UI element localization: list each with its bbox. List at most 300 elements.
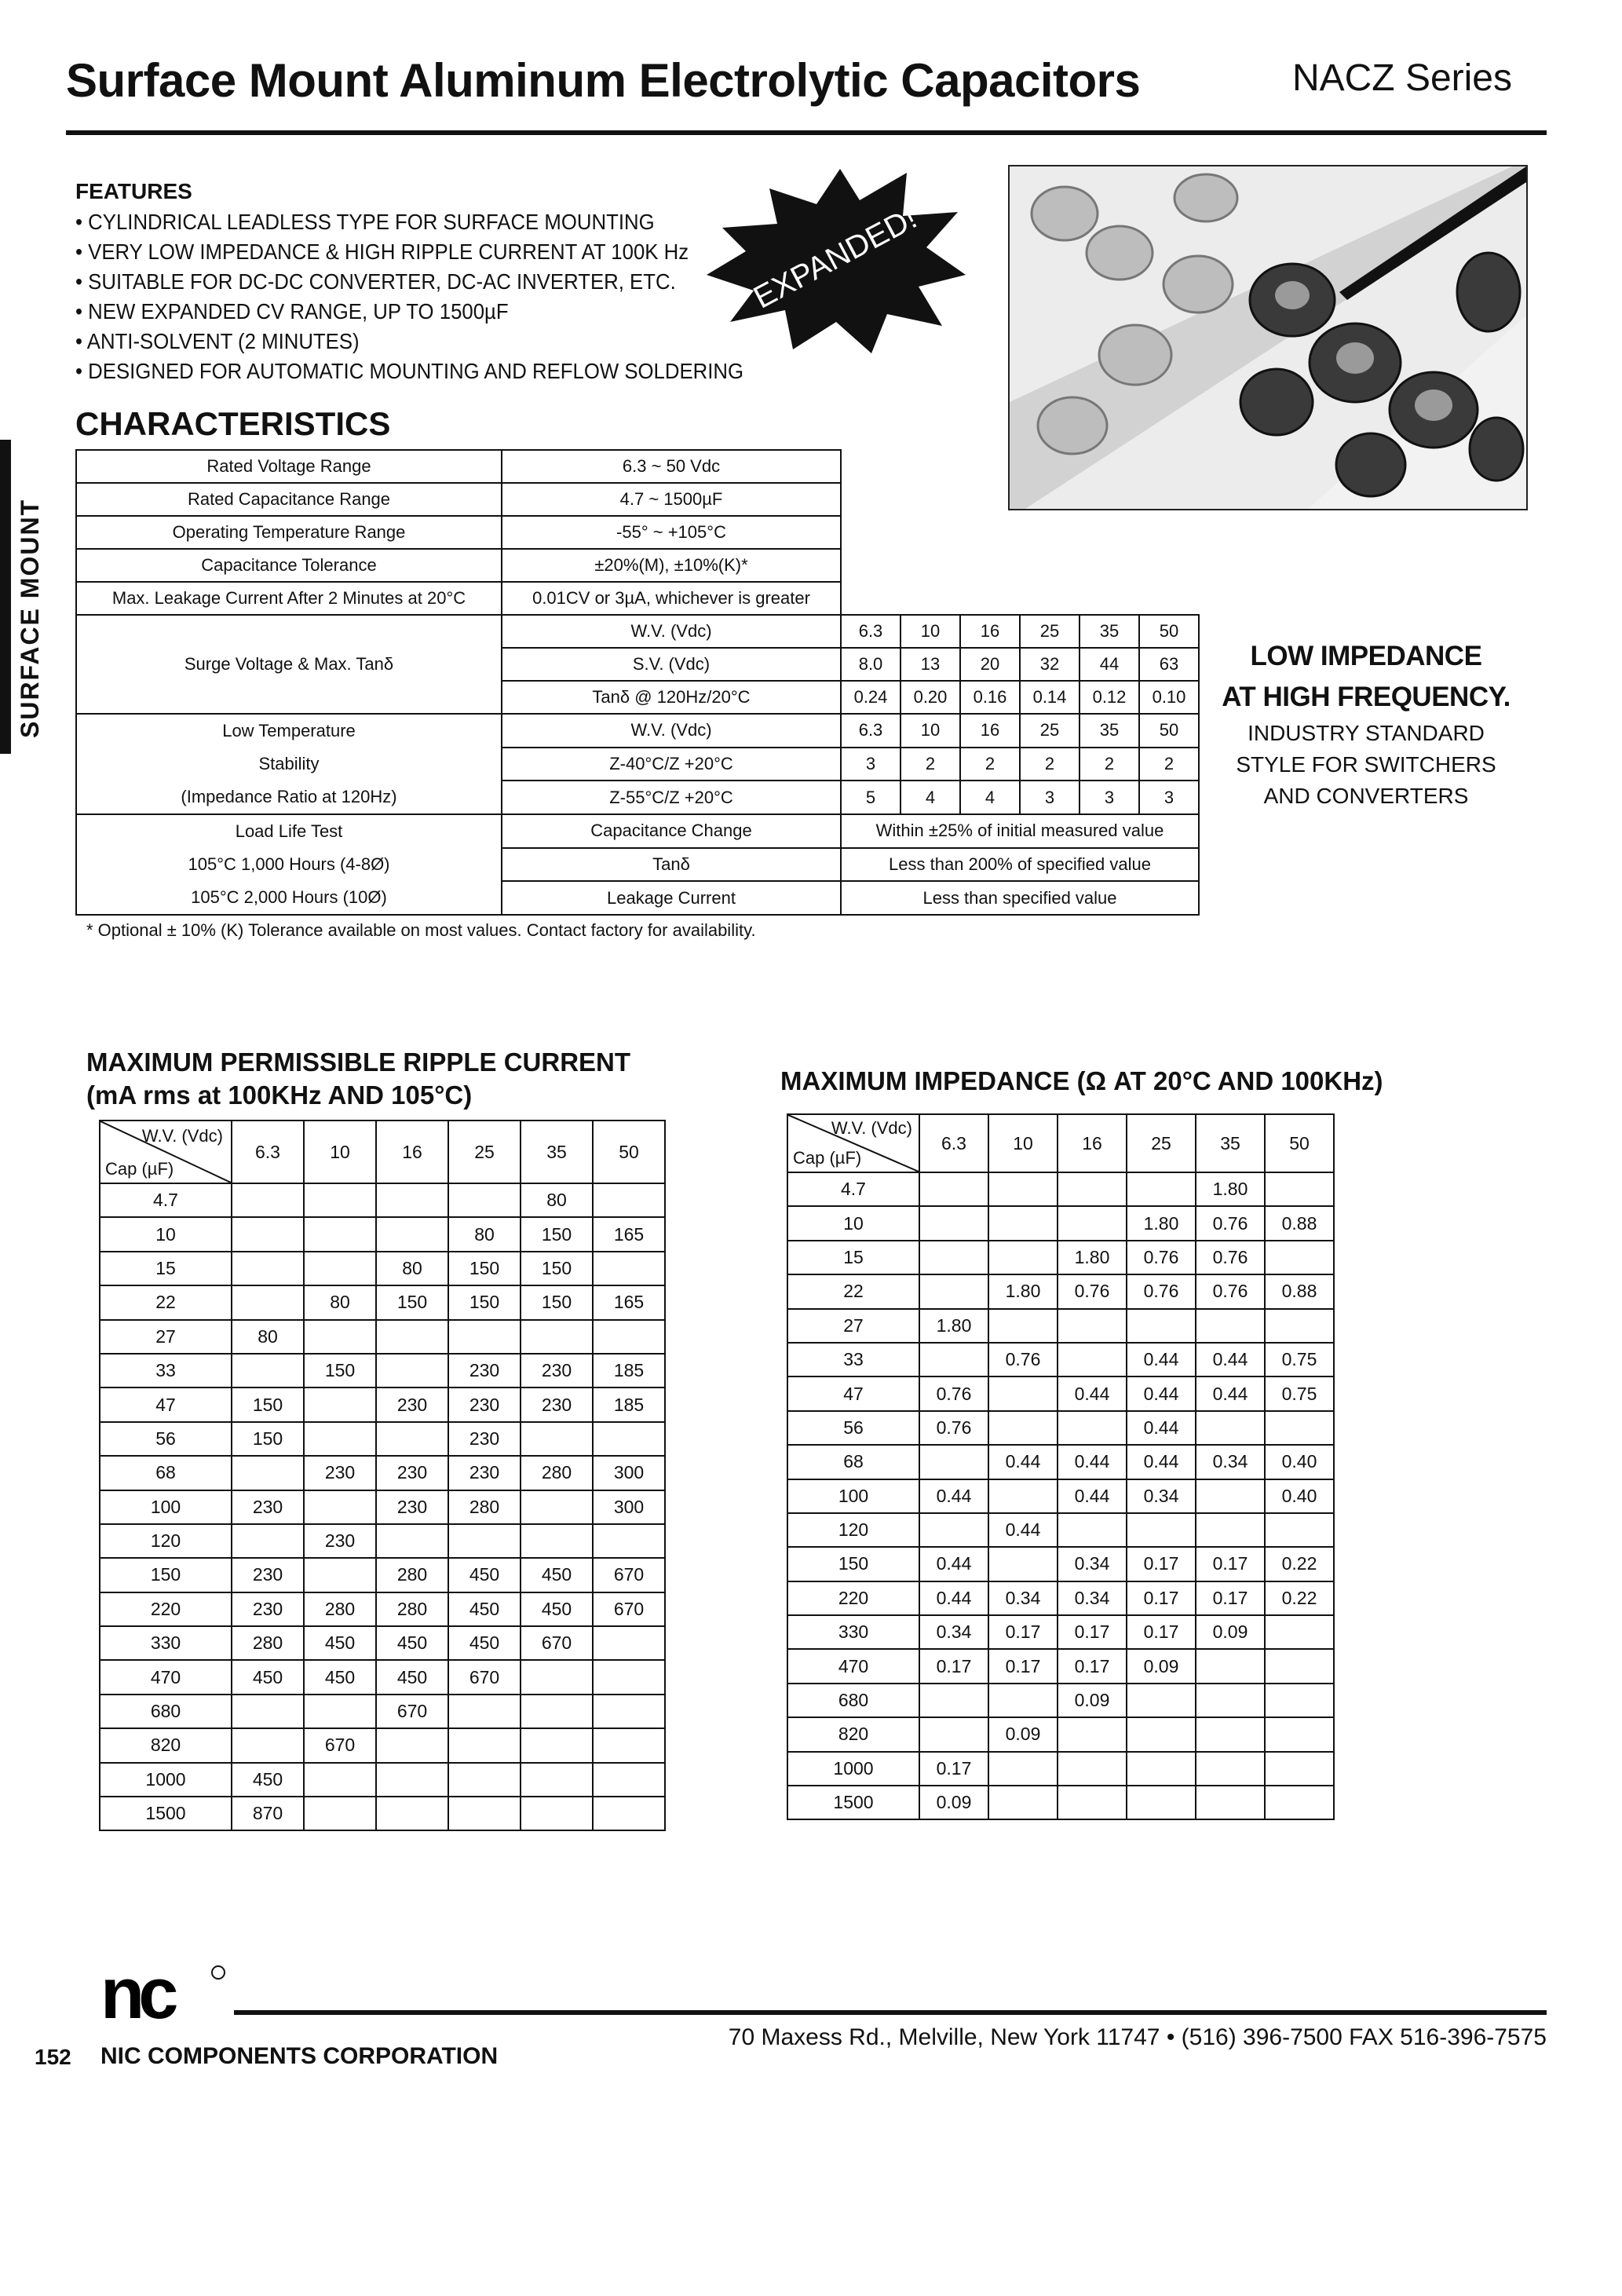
cap-value: 68 <box>100 1456 232 1490</box>
table-cell <box>376 1422 448 1456</box>
table-cell <box>1265 1411 1334 1445</box>
table-cell: 1.80 <box>1196 1172 1265 1206</box>
table-cell: 80 <box>521 1183 593 1217</box>
surge-tan: 0.24 <box>841 681 901 714</box>
table-cell <box>1265 1172 1334 1206</box>
table-cell: 230 <box>232 1558 304 1592</box>
table-cell <box>1265 1513 1334 1547</box>
op-temp-value: -55° ~ +105°C <box>502 516 841 549</box>
table-cell <box>919 1684 988 1717</box>
table-cell: 80 <box>232 1320 304 1354</box>
table-cell: 150 <box>448 1285 521 1319</box>
table-cell <box>1196 1717 1265 1751</box>
table-cell: 300 <box>593 1456 665 1490</box>
table-cell <box>988 1786 1058 1819</box>
table-cell <box>1058 1172 1127 1206</box>
ripple-table <box>99 1120 666 1831</box>
feature-item: • DESIGNED FOR AUTOMATIC MOUNTING AND REFLOW SOLDERING <box>75 356 743 386</box>
table-cell <box>448 1183 521 1217</box>
wv-label: W.V. (Vdc) <box>831 1118 912 1138</box>
table-cell: 0.44 <box>919 1547 988 1581</box>
feature-item: • CYLINDRICAL LEADLESS TYPE FOR SURFACE MOUNTING <box>75 207 743 237</box>
cap-value: 56 <box>100 1422 232 1456</box>
table-cell <box>521 1660 593 1694</box>
table-cell <box>1127 1786 1196 1819</box>
ripple-heading <box>86 1046 630 1112</box>
characteristics-table <box>75 449 1200 916</box>
series-name: NACZ Series <box>1291 57 1512 99</box>
table-cell: 0.76 <box>919 1377 988 1410</box>
surge-sv: 32 <box>1020 648 1080 681</box>
cap-value: 1000 <box>787 1752 919 1786</box>
blank-cell <box>841 483 1199 516</box>
table-cell <box>593 1695 665 1728</box>
table-cell <box>521 1728 593 1762</box>
tolerance-footnote: * Optional ± 10% (K) Tolerance available on most values. Contact factory for availability. <box>86 920 756 940</box>
table-cell: 0.17 <box>919 1752 988 1786</box>
table-cell <box>988 1377 1058 1410</box>
table-cell: 150 <box>304 1354 376 1387</box>
table-cell <box>988 1547 1058 1581</box>
lowtemp-wv: 10 <box>901 714 960 748</box>
table-cell <box>1127 1752 1196 1786</box>
table-row <box>100 1524 665 1558</box>
table-cell: 0.17 <box>988 1615 1058 1649</box>
table-row <box>787 1241 1334 1274</box>
cap-value: 150 <box>787 1547 919 1581</box>
table-row <box>100 1626 665 1660</box>
z55: 3 <box>1080 781 1139 814</box>
table-cell: 0.22 <box>1265 1547 1334 1581</box>
voltage-header: 25 <box>1127 1114 1196 1172</box>
feature-item: • VERY LOW IMPEDANCE & HIGH RIPPLE CURRENT AT 100K Hz <box>75 237 743 267</box>
badge-text: EXPANDED! <box>747 200 922 316</box>
table-cell: 0.76 <box>1196 1206 1265 1240</box>
table-cell: 0.44 <box>1058 1445 1127 1479</box>
table-cell <box>593 1524 665 1558</box>
table-row <box>787 1274 1334 1308</box>
table-cell: 0.34 <box>1058 1547 1127 1581</box>
table-cell <box>1265 1309 1334 1343</box>
table-cell <box>593 1763 665 1797</box>
table-cell: 0.44 <box>1058 1377 1127 1410</box>
table-cell <box>232 1695 304 1728</box>
note-line: AND CONVERTERS <box>1263 784 1469 808</box>
table-cell: 0.88 <box>1265 1274 1334 1308</box>
table-row <box>100 1217 665 1251</box>
table-cell <box>304 1763 376 1797</box>
table-cell: 150 <box>232 1422 304 1456</box>
table-cell <box>376 1797 448 1830</box>
table-cell: 870 <box>232 1797 304 1830</box>
table-cell <box>232 1728 304 1762</box>
cap-value: 1500 <box>100 1797 232 1830</box>
z55-label: Z-55°C/Z +20°C <box>502 781 841 814</box>
table-cell <box>919 1513 988 1547</box>
page-title: Surface Mount Aluminum Electrolytic Capacitors <box>66 54 1141 107</box>
feature-item: • SUITABLE FOR DC-DC CONVERTER, DC-AC INVERTER, ETC. <box>75 267 743 297</box>
table-cell: 0.76 <box>1196 1241 1265 1274</box>
table-cell: 0.40 <box>1265 1479 1334 1513</box>
table-cell: 0.44 <box>988 1445 1058 1479</box>
table-cell: 0.22 <box>1265 1581 1334 1615</box>
table-row <box>76 615 1199 648</box>
cap-value: 220 <box>787 1581 919 1615</box>
surge-wv: 16 <box>960 615 1020 648</box>
table-row <box>787 1411 1334 1445</box>
table-cell: 0.09 <box>1058 1684 1127 1717</box>
table-cell: 0.17 <box>1058 1649 1127 1683</box>
table-cell <box>304 1320 376 1354</box>
table-cell <box>232 1285 304 1319</box>
table-cell <box>376 1217 448 1251</box>
table-cell: 230 <box>521 1387 593 1421</box>
cap-value: 120 <box>100 1524 232 1558</box>
table-cell <box>988 1206 1058 1240</box>
table-row <box>787 1309 1334 1343</box>
table-cell <box>919 1172 988 1206</box>
impedance-table <box>787 1113 1335 1820</box>
voltage-header: 16 <box>1058 1114 1127 1172</box>
table-cell <box>1196 1411 1265 1445</box>
table-cell <box>1196 1752 1265 1786</box>
table-cell: 230 <box>304 1524 376 1558</box>
table-cell: 280 <box>376 1592 448 1626</box>
table-cell <box>521 1695 593 1728</box>
table-cell: 230 <box>376 1387 448 1421</box>
corner-header <box>100 1121 232 1183</box>
lowtemp-label-line: Stability <box>258 754 320 773</box>
cap-value: 56 <box>787 1411 919 1445</box>
table-cell: 185 <box>593 1354 665 1387</box>
table-cell <box>448 1797 521 1830</box>
table-cell <box>1127 1717 1196 1751</box>
table-cell: 0.76 <box>1196 1274 1265 1308</box>
table-cell: 670 <box>376 1695 448 1728</box>
table-row <box>787 1581 1334 1615</box>
cap-tol-value: ±20%(M), ±10%(K)* <box>502 549 841 582</box>
table-row <box>787 1206 1334 1240</box>
table-cell: 0.34 <box>1127 1479 1196 1513</box>
table-cell: 150 <box>521 1285 593 1319</box>
z40: 2 <box>1020 748 1080 781</box>
table-row <box>100 1797 665 1830</box>
table-header-row <box>787 1114 1334 1172</box>
table-cell: 80 <box>448 1217 521 1251</box>
surge-tan: 0.10 <box>1139 681 1199 714</box>
voltage-header: 10 <box>304 1121 376 1183</box>
table-cell <box>304 1183 376 1217</box>
cap-value: 820 <box>100 1728 232 1762</box>
expanded-badge <box>691 157 974 361</box>
cap-value: 4.7 <box>100 1183 232 1217</box>
table-cell: 450 <box>304 1626 376 1660</box>
table-cell <box>1127 1513 1196 1547</box>
ripple-title: MAXIMUM PERMISSIBLE RIPPLE CURRENT <box>86 1047 631 1077</box>
table-row <box>787 1752 1334 1786</box>
table-row <box>100 1728 665 1762</box>
table-cell <box>988 1172 1058 1206</box>
table-row <box>787 1479 1334 1513</box>
cap-value: 47 <box>787 1377 919 1410</box>
table-cell: 0.17 <box>1196 1581 1265 1615</box>
surge-tan: 0.16 <box>960 681 1020 714</box>
lowtemp-label <box>76 714 502 814</box>
table-cell: 670 <box>593 1558 665 1592</box>
table-cell <box>1058 1343 1127 1377</box>
table-row <box>100 1320 665 1354</box>
table-row <box>100 1592 665 1626</box>
table-cell <box>376 1763 448 1797</box>
table-cell: 0.40 <box>1265 1445 1334 1479</box>
table-cell <box>304 1252 376 1285</box>
table-cell <box>1058 1717 1127 1751</box>
table-cell <box>304 1217 376 1251</box>
table-cell <box>521 1524 593 1558</box>
table-cell: 450 <box>376 1660 448 1694</box>
leakage-label: Max. Leakage Current After 2 Minutes at 20°C <box>76 582 502 615</box>
table-cell <box>521 1422 593 1456</box>
table-cell: 150 <box>521 1217 593 1251</box>
note-line: AT HIGH FREQUENCY. <box>1222 682 1511 712</box>
table-cell <box>919 1343 988 1377</box>
z40: 3 <box>841 748 901 781</box>
table-cell: 0.09 <box>988 1717 1058 1751</box>
cap-value: 150 <box>100 1558 232 1592</box>
voltage-header: 35 <box>1196 1114 1265 1172</box>
z40-label: Z-40°C/Z +20°C <box>502 748 841 781</box>
table-cell: 0.44 <box>1196 1343 1265 1377</box>
table-cell <box>1196 1479 1265 1513</box>
table-cell <box>521 1763 593 1797</box>
table-cell <box>448 1763 521 1797</box>
table-header-row <box>100 1121 665 1183</box>
table-cell: 0.76 <box>1127 1274 1196 1308</box>
table-row <box>76 516 1199 549</box>
table-row <box>100 1490 665 1524</box>
note-line: LOW IMPEDANCE <box>1250 641 1482 671</box>
table-cell <box>1127 1172 1196 1206</box>
table-cell: 0.76 <box>1058 1274 1127 1308</box>
table-cell: 230 <box>448 1387 521 1421</box>
table-cell: 0.17 <box>1127 1615 1196 1649</box>
table-cell: 1.80 <box>1127 1206 1196 1240</box>
table-cell: 0.17 <box>1127 1547 1196 1581</box>
table-cell: 0.17 <box>988 1649 1058 1683</box>
table-row <box>76 814 1199 848</box>
table-cell: 0.76 <box>988 1343 1058 1377</box>
voltage-header: 25 <box>448 1121 521 1183</box>
loadlife-label-line: Load Life Test <box>235 821 343 841</box>
cap-value: 330 <box>787 1615 919 1649</box>
table-cell: 450 <box>448 1592 521 1626</box>
cap-value: 22 <box>787 1274 919 1308</box>
table-cell <box>521 1490 593 1524</box>
table-cell <box>593 1252 665 1285</box>
note-line: INDUSTRY STANDARD <box>1248 721 1485 745</box>
surge-wv: 35 <box>1080 615 1139 648</box>
table-cell <box>593 1320 665 1354</box>
table-cell: 280 <box>376 1558 448 1592</box>
table-cell: 450 <box>232 1660 304 1694</box>
table-cell <box>988 1684 1058 1717</box>
cap-value: 680 <box>100 1695 232 1728</box>
table-cell: 0.75 <box>1265 1377 1334 1410</box>
voltage-header: 50 <box>593 1121 665 1183</box>
table-cell: 0.17 <box>1196 1547 1265 1581</box>
loadlife-leak-label: Leakage Current <box>502 881 841 915</box>
table-cell <box>232 1524 304 1558</box>
table-cell <box>1265 1786 1334 1819</box>
surge-sv: 8.0 <box>841 648 901 681</box>
side-tab-bar <box>0 440 11 754</box>
table-cell: 450 <box>521 1558 593 1592</box>
table-cell <box>448 1524 521 1558</box>
surge-wv-label: W.V. (Vdc) <box>502 615 841 648</box>
surge-wv: 25 <box>1020 615 1080 648</box>
surge-wv: 6.3 <box>841 615 901 648</box>
table-row <box>787 1684 1334 1717</box>
table-cell <box>521 1320 593 1354</box>
table-cell: 0.34 <box>988 1581 1058 1615</box>
table-cell <box>304 1490 376 1524</box>
table-cell: 0.17 <box>919 1649 988 1683</box>
table-cell <box>1058 1309 1127 1343</box>
z55: 4 <box>960 781 1020 814</box>
table-cell: 450 <box>448 1626 521 1660</box>
cap-change-label: Capacitance Change <box>502 814 841 848</box>
table-cell <box>448 1695 521 1728</box>
z55: 4 <box>901 781 960 814</box>
table-cell: 150 <box>232 1387 304 1421</box>
table-cell <box>232 1456 304 1490</box>
table-row <box>100 1456 665 1490</box>
table-cell <box>1265 1684 1334 1717</box>
table-cell <box>1265 1241 1334 1274</box>
table-cell: 230 <box>376 1456 448 1490</box>
table-cell <box>1058 1411 1127 1445</box>
surge-wv: 50 <box>1139 615 1199 648</box>
table-cell: 280 <box>448 1490 521 1524</box>
table-cell: 0.44 <box>1127 1377 1196 1410</box>
voltage-header: 6.3 <box>232 1121 304 1183</box>
cap-value: 820 <box>787 1717 919 1751</box>
lowtemp-label-line: (Impedance Ratio at 120Hz) <box>181 787 397 806</box>
z40: 2 <box>901 748 960 781</box>
table-row <box>787 1513 1334 1547</box>
table-cell <box>593 1660 665 1694</box>
table-cell: 150 <box>521 1252 593 1285</box>
cap-value: 33 <box>787 1343 919 1377</box>
table-cell: 0.44 <box>988 1513 1058 1547</box>
table-cell <box>919 1274 988 1308</box>
loadlife-tan-value: Less than 200% of specified value <box>841 848 1199 882</box>
table-cell <box>1058 1786 1127 1819</box>
ripple-subtitle: (mA rms at 100KHz AND 105°C) <box>86 1080 473 1110</box>
loadlife-label-line: 105°C 2,000 Hours (10Ø) <box>191 887 387 907</box>
loadlife-tan-label: Tanδ <box>502 848 841 882</box>
table-cell <box>1265 1649 1334 1683</box>
table-cell: 1.80 <box>919 1309 988 1343</box>
cap-value: 100 <box>787 1479 919 1513</box>
table-cell: 0.34 <box>1058 1581 1127 1615</box>
blank-cell <box>841 450 1199 483</box>
nic-logo <box>100 1963 226 2023</box>
rated-voltage-label: Rated Voltage Range <box>76 450 502 483</box>
characteristics-heading: CHARACTERISTICS <box>75 405 391 442</box>
impedance-heading: MAXIMUM IMPEDANCE (Ω AT 20°C AND 100KHz) <box>780 1066 1383 1095</box>
table-row <box>76 714 1199 748</box>
table-cell <box>1127 1309 1196 1343</box>
table-row <box>100 1422 665 1456</box>
cap-value: 1000 <box>100 1763 232 1797</box>
table-cell: 0.44 <box>1196 1377 1265 1410</box>
table-cell: 280 <box>521 1456 593 1490</box>
table-row <box>100 1660 665 1694</box>
corner-header <box>787 1114 919 1172</box>
table-cell: 0.44 <box>1127 1445 1196 1479</box>
z55: 3 <box>1020 781 1080 814</box>
table-cell <box>1265 1752 1334 1786</box>
feature-item: • NEW EXPANDED CV RANGE, UP TO 1500µF <box>75 297 743 327</box>
table-cell <box>1196 1684 1265 1717</box>
op-temp-label: Operating Temperature Range <box>76 516 502 549</box>
table-cell: 150 <box>448 1252 521 1285</box>
table-cell <box>1196 1513 1265 1547</box>
table-cell: 80 <box>304 1285 376 1319</box>
table-cell: 300 <box>593 1490 665 1524</box>
table-cell: 0.34 <box>1196 1445 1265 1479</box>
table-cell: 0.09 <box>1127 1649 1196 1683</box>
table-row <box>100 1695 665 1728</box>
cap-value: 120 <box>787 1513 919 1547</box>
table-cell <box>1196 1649 1265 1683</box>
table-row <box>100 1354 665 1387</box>
cap-value: 27 <box>100 1320 232 1354</box>
cap-value: 470 <box>100 1660 232 1694</box>
lowtemp-wv: 35 <box>1080 714 1139 748</box>
company-name: NIC COMPONENTS CORPORATION <box>100 2043 499 2069</box>
table-cell: 0.76 <box>919 1411 988 1445</box>
loadlife-label-line: 105°C 1,000 Hours (4-8Ø) <box>188 854 390 874</box>
table-row <box>100 1387 665 1421</box>
cap-change-value: Within ±25% of initial measured value <box>841 814 1199 848</box>
table-cell <box>1265 1717 1334 1751</box>
table-cell <box>304 1387 376 1421</box>
table-cell: 165 <box>593 1285 665 1319</box>
header-rule <box>66 130 1547 135</box>
table-cell: 0.44 <box>1127 1343 1196 1377</box>
table-cell <box>593 1183 665 1217</box>
features-heading: FEATURES <box>75 179 192 203</box>
table-cell <box>1196 1786 1265 1819</box>
feature-item: • ANTI-SOLVENT (2 MINUTES) <box>75 327 743 356</box>
table-cell <box>304 1422 376 1456</box>
rated-cap-label: Rated Capacitance Range <box>76 483 502 516</box>
table-cell <box>232 1217 304 1251</box>
table-cell: 165 <box>593 1217 665 1251</box>
cap-label: Cap (µF) <box>105 1159 174 1179</box>
lowtemp-wv: 6.3 <box>841 714 901 748</box>
table-cell: 670 <box>304 1728 376 1762</box>
footer-rule <box>234 2010 1547 2015</box>
cap-value: 27 <box>787 1309 919 1343</box>
cap-value: 10 <box>100 1217 232 1251</box>
table-cell: 450 <box>448 1558 521 1592</box>
table-cell <box>988 1479 1058 1513</box>
table-row <box>787 1445 1334 1479</box>
table-cell: 0.75 <box>1265 1343 1334 1377</box>
